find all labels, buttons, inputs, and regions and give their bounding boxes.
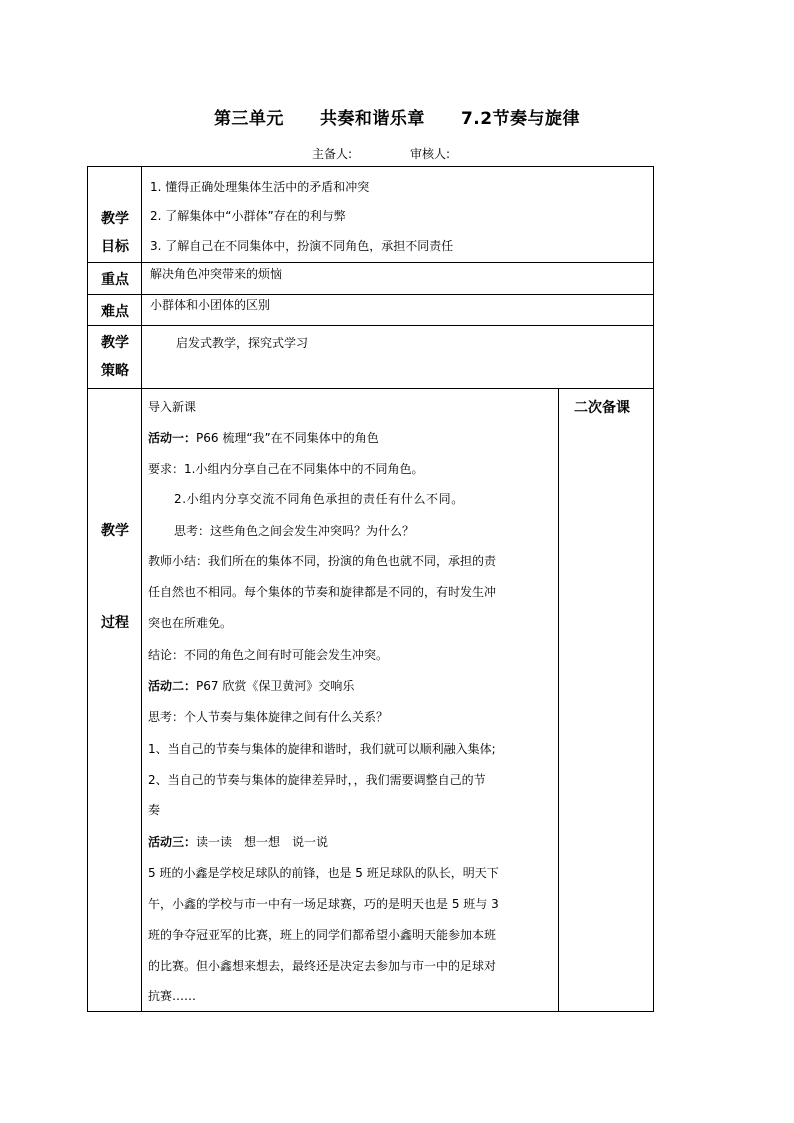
teacher-summary: 任自然也不相同。每个集体的节奏和旋律都是不同的，有时发生冲 [148,585,497,599]
activity1-text: P66 梳理“我”在不同集体中的角色 [196,431,379,445]
point-1: 1、当自己的节奏与集体的旋律和谐时，我们就可以顺利融入集体; [148,742,496,756]
row-divider [88,325,653,326]
activity3-text: 读一读 想一想 说一说 [196,835,329,849]
think-question-1: 思考：这些角色之间会发生冲突吗？为什么？ [174,524,415,538]
activity2-text: P67 欣赏《保卫黄河》交响乐 [196,679,355,693]
unit-title: 第三单元 [213,109,284,129]
activity1-title: 活动一： [148,431,197,445]
process-label-top: 教学 [101,523,129,539]
author-line [312,145,450,162]
row-divider [88,294,653,295]
process-label-bottom: 过程 [101,615,129,631]
second-prep-label: 二次备课 [574,400,630,416]
activity2 [148,677,354,694]
objective-item: 2. 了解集体中“小群体”存在的利与弊 [150,209,346,223]
intro-text: 导入新课 [148,400,197,414]
strategy-text: 启发式教学，探究式学习 [176,336,309,350]
activity1 [148,429,379,446]
row-divider [88,262,653,263]
key-point-label: 重点 [101,272,129,288]
story-text: 抗赛…… [148,989,197,1003]
chapter-title: 共奏和谐乐章 [319,109,425,129]
activity3-title: 活动三： [148,835,197,849]
think-question-2: 思考：个人节奏与集体旋律之间有什么关系？ [148,710,389,724]
story-text: 午，小鑫的学校与市一中有一场足球赛，巧的是明天也是 5 班与 3 [148,897,499,911]
strategy-label: 教学 策略 [101,335,129,379]
requirement-2: 2.小组内分享交流不同角色承担的责任有什么不同。 [174,492,464,506]
objective-item: 3. 了解自己在不同集体中，扮演不同角色，承担不同责任 [150,239,454,253]
teacher-summary: 突也在所难免。 [148,616,233,630]
story-text: 班的争夺冠亚军的比赛，班上的同学们都希望小鑫明天能参加本班 [148,928,497,942]
difficulty-text: 小群体和小团体的区别 [150,298,271,312]
point-2-cont: 奏 [148,803,161,817]
requirement-1: 要求：1.小组内分享自己在不同集体中的不同角色。 [148,462,424,476]
document-title [0,104,794,129]
preparer-label: 主备人: [312,147,353,161]
lesson-plan-table [87,166,654,1012]
objectives-label: 教学 目标 [101,211,129,255]
reviewer-label: 审核人: [410,147,451,161]
objective-item: 1. 懂得正确处理集体生活中的矛盾和冲突 [150,180,370,194]
teacher-summary: 教师小结：我们所在的集体不同，扮演的角色也就不同，承担的责 [148,554,497,568]
difficulty-label: 难点 [101,304,129,320]
key-point-text: 解决角色冲突带来的烦恼 [150,267,283,281]
story-text: 的比赛。但小鑫想来想去，最终还是决定去参加与市一中的足球对 [148,959,497,973]
point-2: 2、当自己的节奏与集体的旋律差异时，，我们需要调整自己的节 [148,773,486,787]
row-divider [88,388,653,389]
conclusion-text: 结论：不同的角色之间有时可能会发生冲突。 [148,648,389,662]
second-prep-column-divider [558,388,559,1011]
activity3 [148,833,328,850]
lesson-title: 7.2节奏与旋律 [460,109,581,129]
activity2-title: 活动二： [148,679,197,693]
story-text: 5 班的小鑫是学校足球队的前锋，也是 5 班足球队的队长，明天下 [148,866,499,880]
